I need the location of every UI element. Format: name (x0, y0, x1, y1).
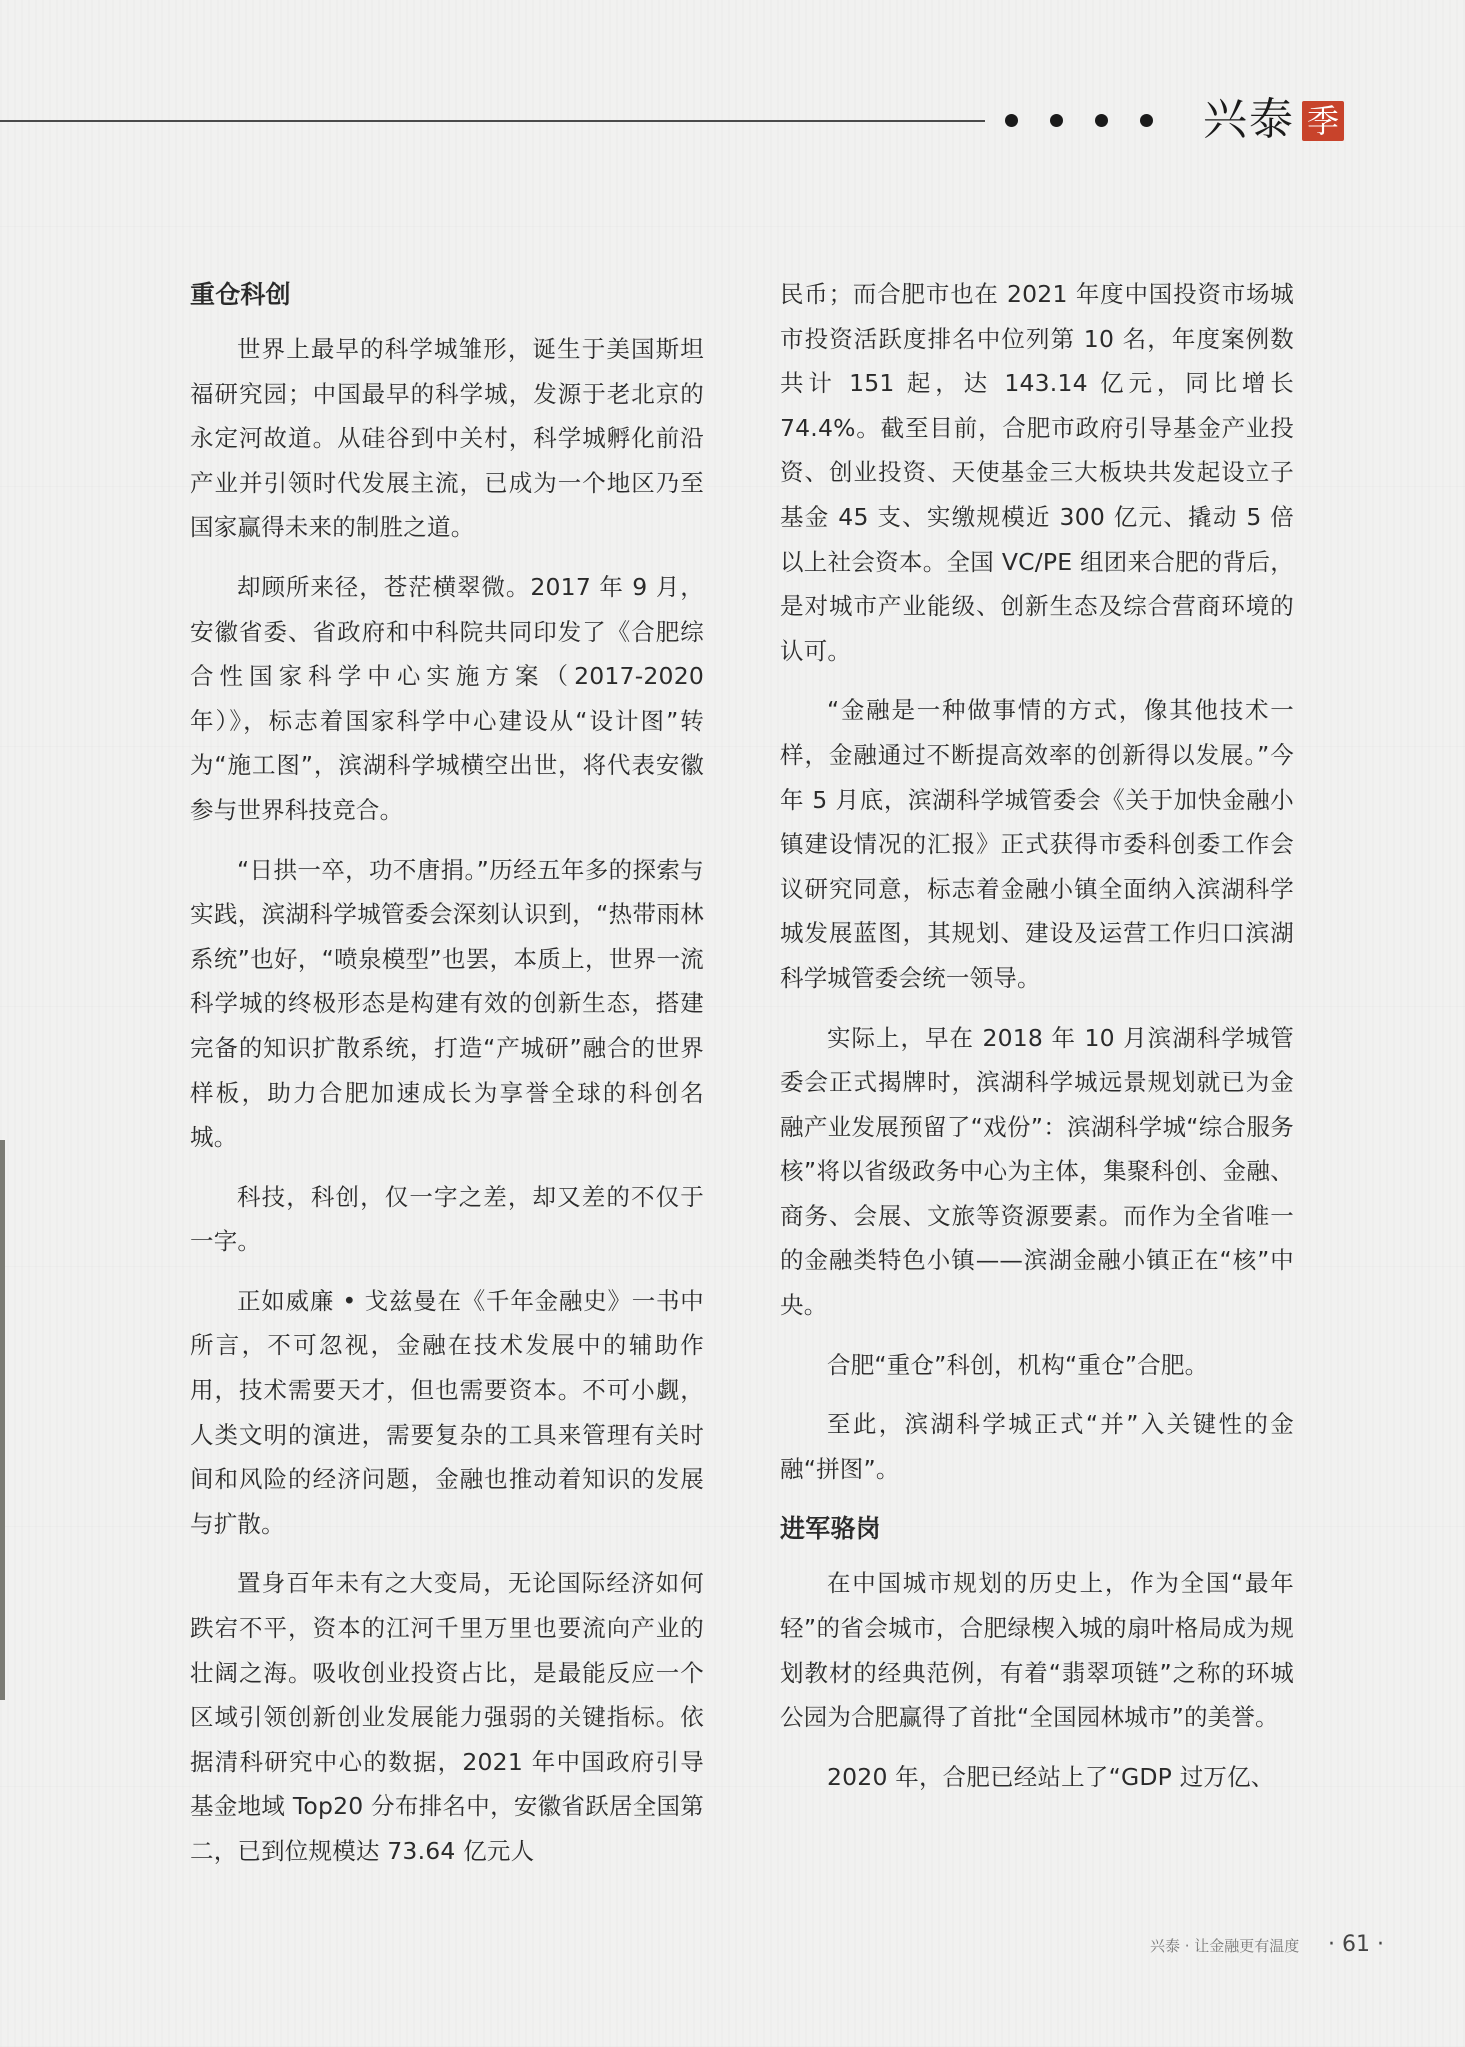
dot-icon (1050, 114, 1063, 127)
seal-logo: 季 (1302, 101, 1344, 141)
paragraph: 2020 年，合肥已经站上了“GDP 过万亿、 (827, 1762, 1275, 1791)
paragraph: 实际上，早在 2018 年 10 月滨湖科学城管委会正式揭牌时，滨湖科学城远景规划就已为金融产业发展预留了“戏份”：滨湖科学城“综合服务核”将以省级政务中心为主体，集聚科创、金融、商务、会展、文旅等资源要素。而作为全省唯一的金融类特色小镇——滨湖金融小镇正在“核”中央。 (780, 1023, 1294, 1320)
dot-icon (1140, 114, 1153, 127)
section-heading: 重仓科创 (190, 280, 291, 309)
paragraph: 正如威廉 • 戈兹曼在《千年金融史》一书中所言，不可忽视，金融在技术发展中的辅助作用，技术需要天才，但也需要资本。不可小觑，人类文明的演进，需要复杂的工具来管理有关时间和风险的经济问题，金融也推动着知识的发展与扩散。 (190, 1286, 704, 1538)
paragraph: 世界上最早的科学城雏形，诞生于美国斯坦福研究园；中国最早的科学城，发源于老北京的永定河故道。从硅谷到中关村，科学城孵化前沿产业并引领时代发展主流，已成为一个地区乃至国家赢得未来的制胜之道。 (190, 335, 704, 542)
paragraph: 置身百年未有之大变局，无论国际经济如何跌宕不平，资本的江河千里万里也要流向产业的壮阔之海。吸收创业投资占比，是最能反应一个区域引领创新创业发展能力强弱的关键指标。依据清科研究中心的数据，2021 年中国政府引导基金地域 Top20 分布排名中，安徽省跃居全国第二，已到位规模达 73.64 亿元人 (190, 1569, 704, 1865)
page-edge-strip (0, 1140, 5, 1700)
paragraph: 却顾所来径，苍茫横翠微。2017 年 9 月，安徽省委、省政府和中科院共同印发了《合肥综合性国家科学中心实施方案（2017-2020 年）》，标志着国家科学中心建设从“设计图”转为“施工图”，滨湖科学城横空出世，将代表安徽参与世界科技竞合。 (190, 572, 704, 824)
header-rule (0, 120, 985, 122)
dot-icon (1005, 114, 1018, 127)
section-heading: 进军骆岗 (780, 1514, 881, 1544)
page-number: · 61 · (1328, 1932, 1384, 1957)
paragraph: 至此，滨湖科学城正式“并”入关键性的金融“拼图”。 (780, 1410, 1294, 1483)
left-column (190, 272, 704, 1889)
right-column (780, 272, 1294, 1814)
footer-slogan: 兴泰 · 让金融更有温度 (1150, 1937, 1300, 1955)
header-dots (1005, 98, 1153, 142)
paragraph: “日拱一卒，功不唐捐。”历经五年多的探索与实践，滨湖科学城管委会深刻认识到，“热带雨林系统”也好，“喷泉模型”也罢，本质上，世界一流科学城的终极形态是构建有效的创新生态，搭建完备的知识扩散系统，打造“产城研”融合的世界样板，助力合肥加速成长为享誉全球的科创名城。 (190, 855, 704, 1152)
magazine-brand: 兴泰 (1203, 94, 1295, 145)
dot-icon (1095, 114, 1108, 127)
paragraph: 科技，科创，仅一字之差，却又差的不仅于一字。 (190, 1182, 704, 1256)
paragraph: 在中国城市规划的历史上，作为全国“最年轻”的省会城市，合肥绿楔入城的扇叶格局成为规划教材的经典范例，有着“翡翠项链”之称的环城公园为合肥赢得了首批“全国园林城市”的美誉。 (780, 1569, 1294, 1732)
paragraph-continuation: 民币；而合肥市也在 2021 年度中国投资市场城市投资活跃度排名中位列第 10 名，年度案例数共计 151 起，达 143.14 亿元，同比增长 74.4%。截至目前，合肥市政府引导基金产业投资、创业投资、天使基金三大板块共发起设立子基金 45 支、实缴规模近 300 亿元、撬动 5 倍以上社会资本。全国 VC/PE 组团来合肥的背后，是对城市产业能级、创新生态及综合营商环境的认可。 (780, 280, 1294, 665)
paragraph: 合肥“重仓”科创，机构“重仓”合肥。 (827, 1350, 1209, 1379)
paragraph: “金融是一种做事情的方式，像其他技术一样，金融通过不断提高效率的创新得以发展。”今年 5 月底，滨湖科学城管委会《关于加快金融小镇建设情况的汇报》正式获得市委科创委工作会议研究同意，标志着金融小镇全面纳入滨湖科学城发展蓝图，其规划、建设及运营工作归口滨湖科学城管委会统一领导。 (780, 696, 1294, 992)
